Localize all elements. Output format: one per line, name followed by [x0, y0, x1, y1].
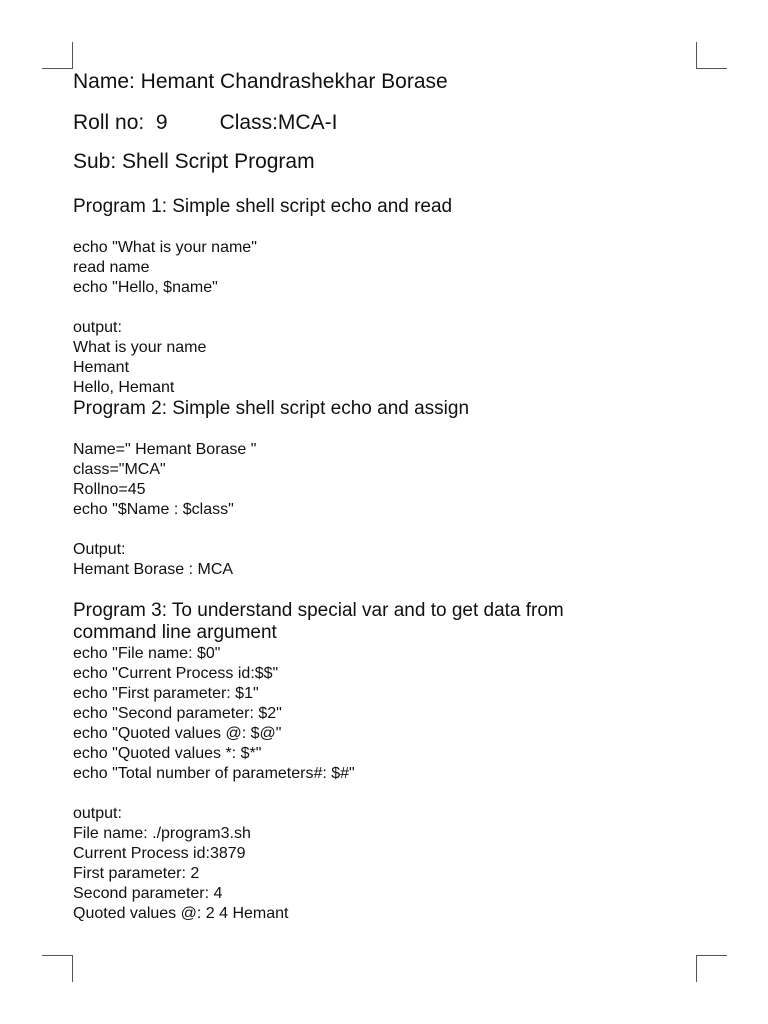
program-1-code: [73, 238, 673, 298]
class-label: Class:MCA-I: [219, 111, 338, 134]
output-line: Hemant Borase : MCA: [73, 561, 234, 578]
program-3: [73, 600, 673, 924]
output-line: What is your name: [73, 339, 207, 356]
output-line: Second parameter: 4: [73, 885, 223, 902]
code-line: echo "Current Process id:$$": [73, 665, 279, 682]
crop-mark-top-right: [696, 42, 727, 69]
program-2-output: [73, 540, 673, 580]
crop-mark-bottom-left: [42, 955, 73, 982]
code-line: read name: [73, 259, 150, 276]
code-line: echo "What is your name": [73, 239, 257, 256]
code-line: echo "$Name : $class": [73, 501, 234, 518]
output-line: Hemant: [73, 359, 130, 376]
roll-number: Roll no: 9: [73, 111, 168, 134]
output-label: output:: [73, 319, 122, 336]
code-line: echo "Hello, $name": [73, 279, 218, 296]
program-3-code: [73, 644, 673, 784]
code-line: echo "File name: $0": [73, 645, 221, 662]
code-line: Name=" Hemant Borase ": [73, 441, 257, 458]
program-2-code: [73, 440, 673, 520]
program-1-output: [73, 318, 673, 398]
code-line: echo "Second parameter: $2": [73, 705, 282, 722]
document-content: [73, 68, 673, 924]
code-line: class="MCA": [73, 461, 166, 478]
roll-class-line: [73, 109, 673, 136]
output-line: First parameter: 2: [73, 865, 200, 882]
output-line: File name: ./program3.sh: [73, 825, 251, 842]
student-name: Name: Hemant Chandrashekhar Borase: [73, 70, 448, 93]
crop-mark-top-left: [42, 42, 73, 69]
output-line: Hello, Hemant: [73, 379, 175, 396]
program-1: [73, 196, 673, 398]
program-1-title: Program 1: Simple shell script echo and read: [73, 196, 453, 217]
program-3-output: [73, 804, 673, 924]
output-line: Current Process id:3879: [73, 845, 246, 862]
subject-line: Sub: Shell Script Program: [73, 150, 315, 173]
code-line: echo "Quoted values @: $@": [73, 725, 282, 742]
code-line: Rollno=45: [73, 481, 146, 498]
output-label: Output:: [73, 541, 126, 558]
code-line: echo "Total number of parameters#: $#": [73, 765, 355, 782]
output-label: output:: [73, 805, 122, 822]
program-2-title: Program 2: Simple shell script echo and assign: [73, 398, 470, 419]
code-line: echo "First parameter: $1": [73, 685, 259, 702]
code-line: echo "Quoted values *: $*": [73, 745, 262, 762]
output-line: Quoted values @: 2 4 Hemant: [73, 905, 289, 922]
program-2: [73, 398, 673, 600]
program-3-title: [73, 600, 673, 644]
program-3-title-line-1: Program 3: To understand special var and to get data from: [73, 600, 564, 621]
program-3-title-line-2: command line argument: [73, 622, 277, 643]
crop-mark-bottom-right: [696, 955, 727, 982]
